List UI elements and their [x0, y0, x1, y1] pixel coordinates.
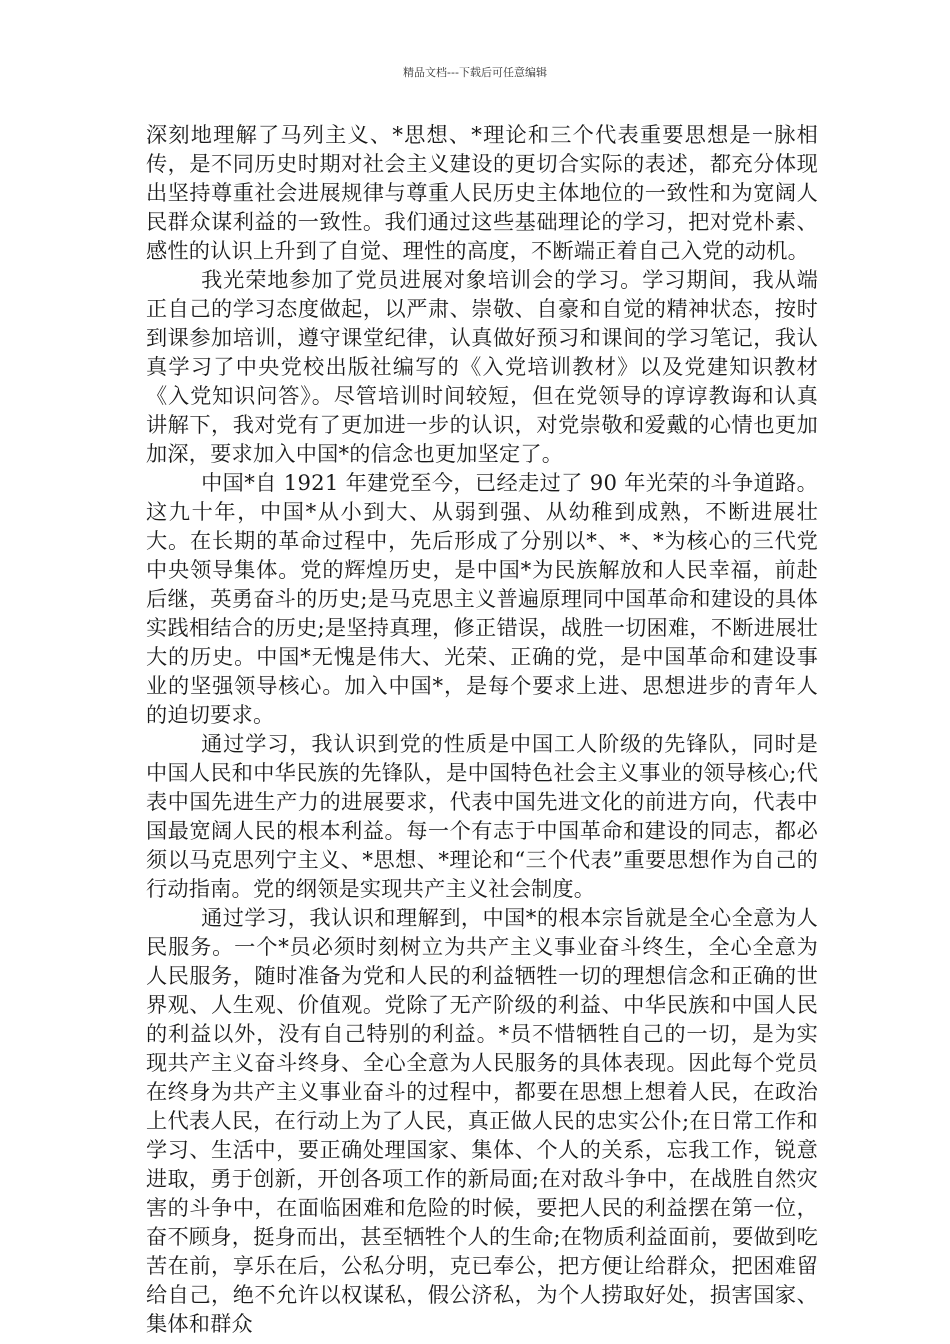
document-body [146, 120, 818, 1338]
paragraph-4: 通过学习，我认识到党的性质是中国工人阶级的先锋队，同时是中国人民和中华民族的先锋队，是中国特色社会主义事业的领导核心;代表中国先进生产力的进展要求，代表中国先进文化的前进方向，代表中国最宽阔人民的根本利益。每一个有志于中国革命和建设的同志，都必须以马克思列宁主义、*思想、*理论和“三个代表”重要思想作为自己的行动指南。党的纲领是实现共产主义社会制度。 [146, 731, 818, 901]
paragraph-3: 中国*自 1921 年建党至今，已经走过了 90 年光荣的斗争道路。这九十年，中国*从小到大、从弱到强、从幼稚到成熟，不断进展壮大。在长期的革命过程中，先后形成了分别以*、*、*为核心的三代党中央领导集体。党的辉煌历史，是中国*为民族解放和人民幸福，前赴后继，英勇奋斗的历史;是马克思主义普遍原理同中国革命和建设的具体实践相结合的历史;是坚持真理，修正错误，战胜一切困难，不断进展壮大的历史。中国*无愧是伟大、光荣、正确的党，是中国革命和建设事业的坚强领导核心。加入中国*，是每个要求上进、思想进步的青年人的迫切要求。 [146, 470, 818, 727]
paragraph-2: 我光荣地参加了党员进展对象培训会的学习。学习期间，我从端正自己的学习态度做起，以严肃、崇敬、自豪和自觉的精神状态，按时到课参加培训，遵守课堂纪律，认真做好预习和课间的学习笔记，我认真学习了中央党校出版社编写的《入党培训教材》以及党建知识教材《入党知识问答》。尽管培训时间较短，但在党领导的谆谆教诲和认真讲解下，我对党有了更加进一步的认识，对党崇敬和爱戴的心情也更加加深，要求加入中国*的信念也更加坚定了。 [146, 267, 818, 466]
paragraph-5: 通过学习，我认识和理解到，中国*的根本宗旨就是全心全意为人民服务。一个*员必须时刻树立为共产主义事业奋斗终生，全心全意为人民服务，随时准备为党和人民的利益牺牲一切的理想信念和正确的世界观、人生观、价值观。党除了无产阶级的利益、中华民族和中国人民的利益以外，没有自己特别的利益。*员不惜牺牲自己的一切，是为实现共产主义奋斗终身、全心全意为人民服务的具体表现。因此每个党员在终身为共产主义事业奋斗的过程中，都要在思想上想着人民，在政治上代表人民，在行动上为了人民，真正做人民的忠实公仆;在日常工作和学习、生活中，要正确处理国家、集体、个人的关系，忘我工作，锐意进取，勇于创新，开创各项工作的新局面;在对敌斗争中，在战胜自然灾害的斗争中，在面临困难和危险的时候，要把人民的利益摆在第一位，奋不顾身，挺身而出，甚至牺牲个人的生命;在物质利益面前，要做到吃苦在前，享乐在后，公私分明，克已奉公，把方便让给群众，把困难留给自己，绝不允许以权谋私，假公济私，为个人捞取好处，损害国家、集体和群众 [146, 905, 818, 1336]
page-header: 精品文档---下载后可任意编辑 [403, 66, 547, 79]
paragraph-1: 深刻地理解了马列主义、*思想、*理论和三个代表重要思想是一脉相传，是不同历史时期对社会主义建设的更切合实际的表述，都充分体现出坚持尊重社会进展规律与尊重人民历史主体地位的一致性和为宽阔人民群众谋利益的一致性。我们通过这些基础理论的学习，把对党朴素、感性的认识上升到了自觉、理性的高度，不断端正着自己入党的动机。 [146, 122, 818, 263]
